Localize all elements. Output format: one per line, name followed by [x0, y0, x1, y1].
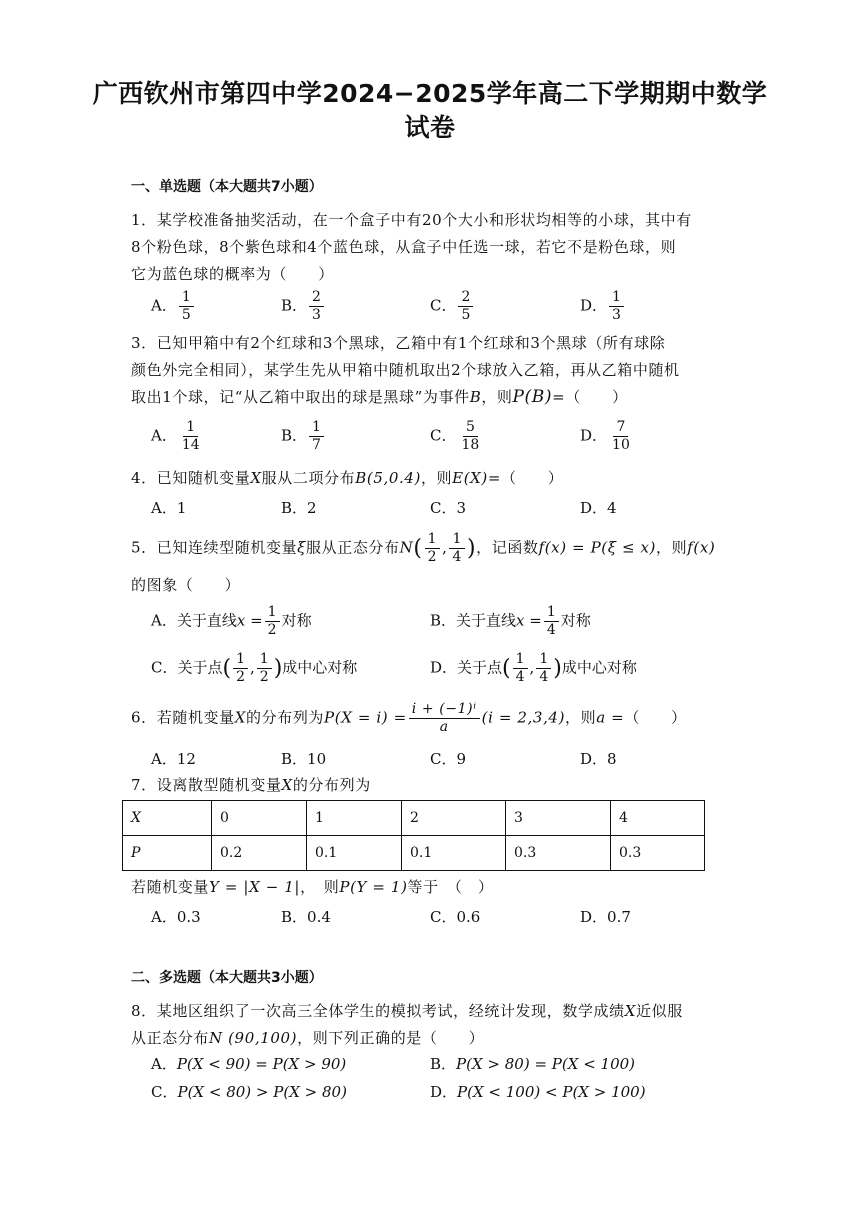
q3-option-d[interactable]: D． $\frac{7}{10}$ [580, 419, 630, 453]
q7-option-d[interactable]: D．0.7 [580, 908, 631, 926]
q1-line3: 它为蓝色球的概率为（ ） [131, 265, 334, 283]
q6-option-c[interactable]: C．9 [430, 750, 467, 768]
table-cell: 0.3 [506, 836, 611, 871]
exam-title-line2: 试卷 [404, 113, 456, 142]
q8-line1: 8．某地区组织了一次高三全体学生的模拟考试，经统计发现，数学成绩X近似服 [131, 1002, 683, 1020]
table-cell: 0.2 [212, 836, 307, 871]
table-cell: 0.3 [611, 836, 705, 871]
exam-title-line1: 广西钦州市第四中学2024−2025学年高二下学期期中数学 [92, 79, 768, 108]
q4-option-c[interactable]: C．3 [430, 499, 467, 517]
q4-option-d[interactable]: D．4 [580, 499, 617, 517]
q6-stem: 6．若随机变量X的分布列为P(X = i) = $\frac{\text{i + (−1)ⁱ}}{a}$ (i = 2,3,4)，则a =（ ） [131, 701, 687, 735]
q5-option-c[interactable]: C．关于点( $\frac{1}{2}$ , $\frac{1}{2}$ )成中心对称 [151, 651, 358, 685]
q4-option-a[interactable]: A．1 [151, 499, 187, 517]
q1-option-d[interactable]: D． $\frac{1}{3}$ [580, 289, 626, 324]
q5-option-d[interactable]: D．关于点( $\frac{1}{4}$ , $\frac{1}{4}$ )成中心对称 [430, 651, 637, 685]
q3-line3: 取出1个球，记“从乙箱中取出的球是黑球”为事件B，则P(B)=（ ） [131, 387, 628, 407]
q7-option-b[interactable]: B．0.4 [281, 908, 331, 926]
table-row [123, 836, 705, 871]
q5-option-a[interactable]: A．关于直线x = $\frac{1}{2}$ 对称 [151, 604, 312, 638]
section-single-choice: 一、单选题（本大题共7小题） [131, 179, 323, 195]
table-cell: 0 [212, 801, 307, 836]
q1-option-a[interactable]: A． $\frac{1}{5}$ [151, 289, 196, 324]
q5-stem: 5．已知连续型随机变量ξ服从正态分布N( $\frac{1}{2}$ , $\frac{1}{4}$ )，记函数f(x) = P(ξ ≤ x)，则f(x) [131, 531, 716, 565]
q4-stem: 4．已知随机变量X服从二项分布B(5,0.4)，则E(X)=（ ） [131, 469, 564, 487]
table-row [123, 801, 705, 836]
q3-line2: 颜色外完全相同），某学生先从甲箱中随机取出2个球放入乙箱，再从乙箱中随机 [131, 361, 680, 379]
section-multi-choice: 二、多选题（本大题共3小题） [131, 970, 323, 986]
q7-option-c[interactable]: C．0.6 [430, 908, 481, 926]
table-cell: 0.1 [307, 836, 402, 871]
q3-option-b[interactable]: B． $\frac{1}{7}$ [281, 419, 326, 454]
table-cell: P [123, 836, 212, 871]
q1-line1: 1．某学校准备抽奖活动，在一个盒子中有20个大小和形状均相等的小球，其中有 [131, 211, 692, 229]
q6-option-d[interactable]: D．8 [580, 750, 617, 768]
q8-option-b[interactable]: B．P(X > 80) = P(X < 100) [430, 1055, 636, 1073]
table-cell: 3 [506, 801, 611, 836]
q1-option-b[interactable]: B． $\frac{2}{3}$ [281, 289, 326, 324]
q7-stem: 7．设离散型随机变量X的分布列为 [131, 776, 371, 794]
q1-line2: 8个粉色球，8个紫色球和4个蓝色球，从盒子中任选一球，若它不是粉色球，则 [131, 238, 677, 256]
q6-option-a[interactable]: A．12 [151, 750, 196, 768]
table-cell: 4 [611, 801, 705, 836]
q1-option-c[interactable]: C． $\frac{2}{5}$ [430, 289, 475, 324]
q7-option-a[interactable]: A．0.3 [151, 908, 201, 926]
table-cell: 1 [307, 801, 402, 836]
q8-line2: 从正态分布N (90,100)，则下列正确的是（ ） [131, 1029, 485, 1047]
q7-followup: 若随机变量Y = |X − 1|， 则P(Y = 1)等于 （ ） [131, 878, 494, 896]
q3-option-c[interactable]: C． $\frac{5}{18}$ [430, 419, 480, 453]
q8-option-a[interactable]: A．P(X < 90) = P(X > 90) [151, 1055, 347, 1073]
q5-line2: 的图象（ ） [131, 576, 241, 594]
table-cell: X [123, 801, 212, 836]
q8-option-d[interactable]: D．P(X < 100) < P(X > 100) [430, 1083, 646, 1101]
q8-option-c[interactable]: C．P(X < 80) > P(X > 80) [151, 1083, 347, 1101]
table-cell: 2 [402, 801, 506, 836]
q5-option-b[interactable]: B．关于直线x = $\frac{1}{4}$ 对称 [430, 604, 591, 638]
q3-line1: 3．已知甲箱中有2个红球和3个黑球，乙箱中有1个红球和3个黑球（所有球除 [131, 334, 666, 352]
table-cell: 0.1 [402, 836, 506, 871]
q4-option-b[interactable]: B．2 [281, 499, 317, 517]
q6-option-b[interactable]: B．10 [281, 750, 327, 768]
q3-option-a[interactable]: A． $\frac{1}{14}$ [151, 419, 200, 453]
q7-distribution-table [122, 800, 705, 871]
